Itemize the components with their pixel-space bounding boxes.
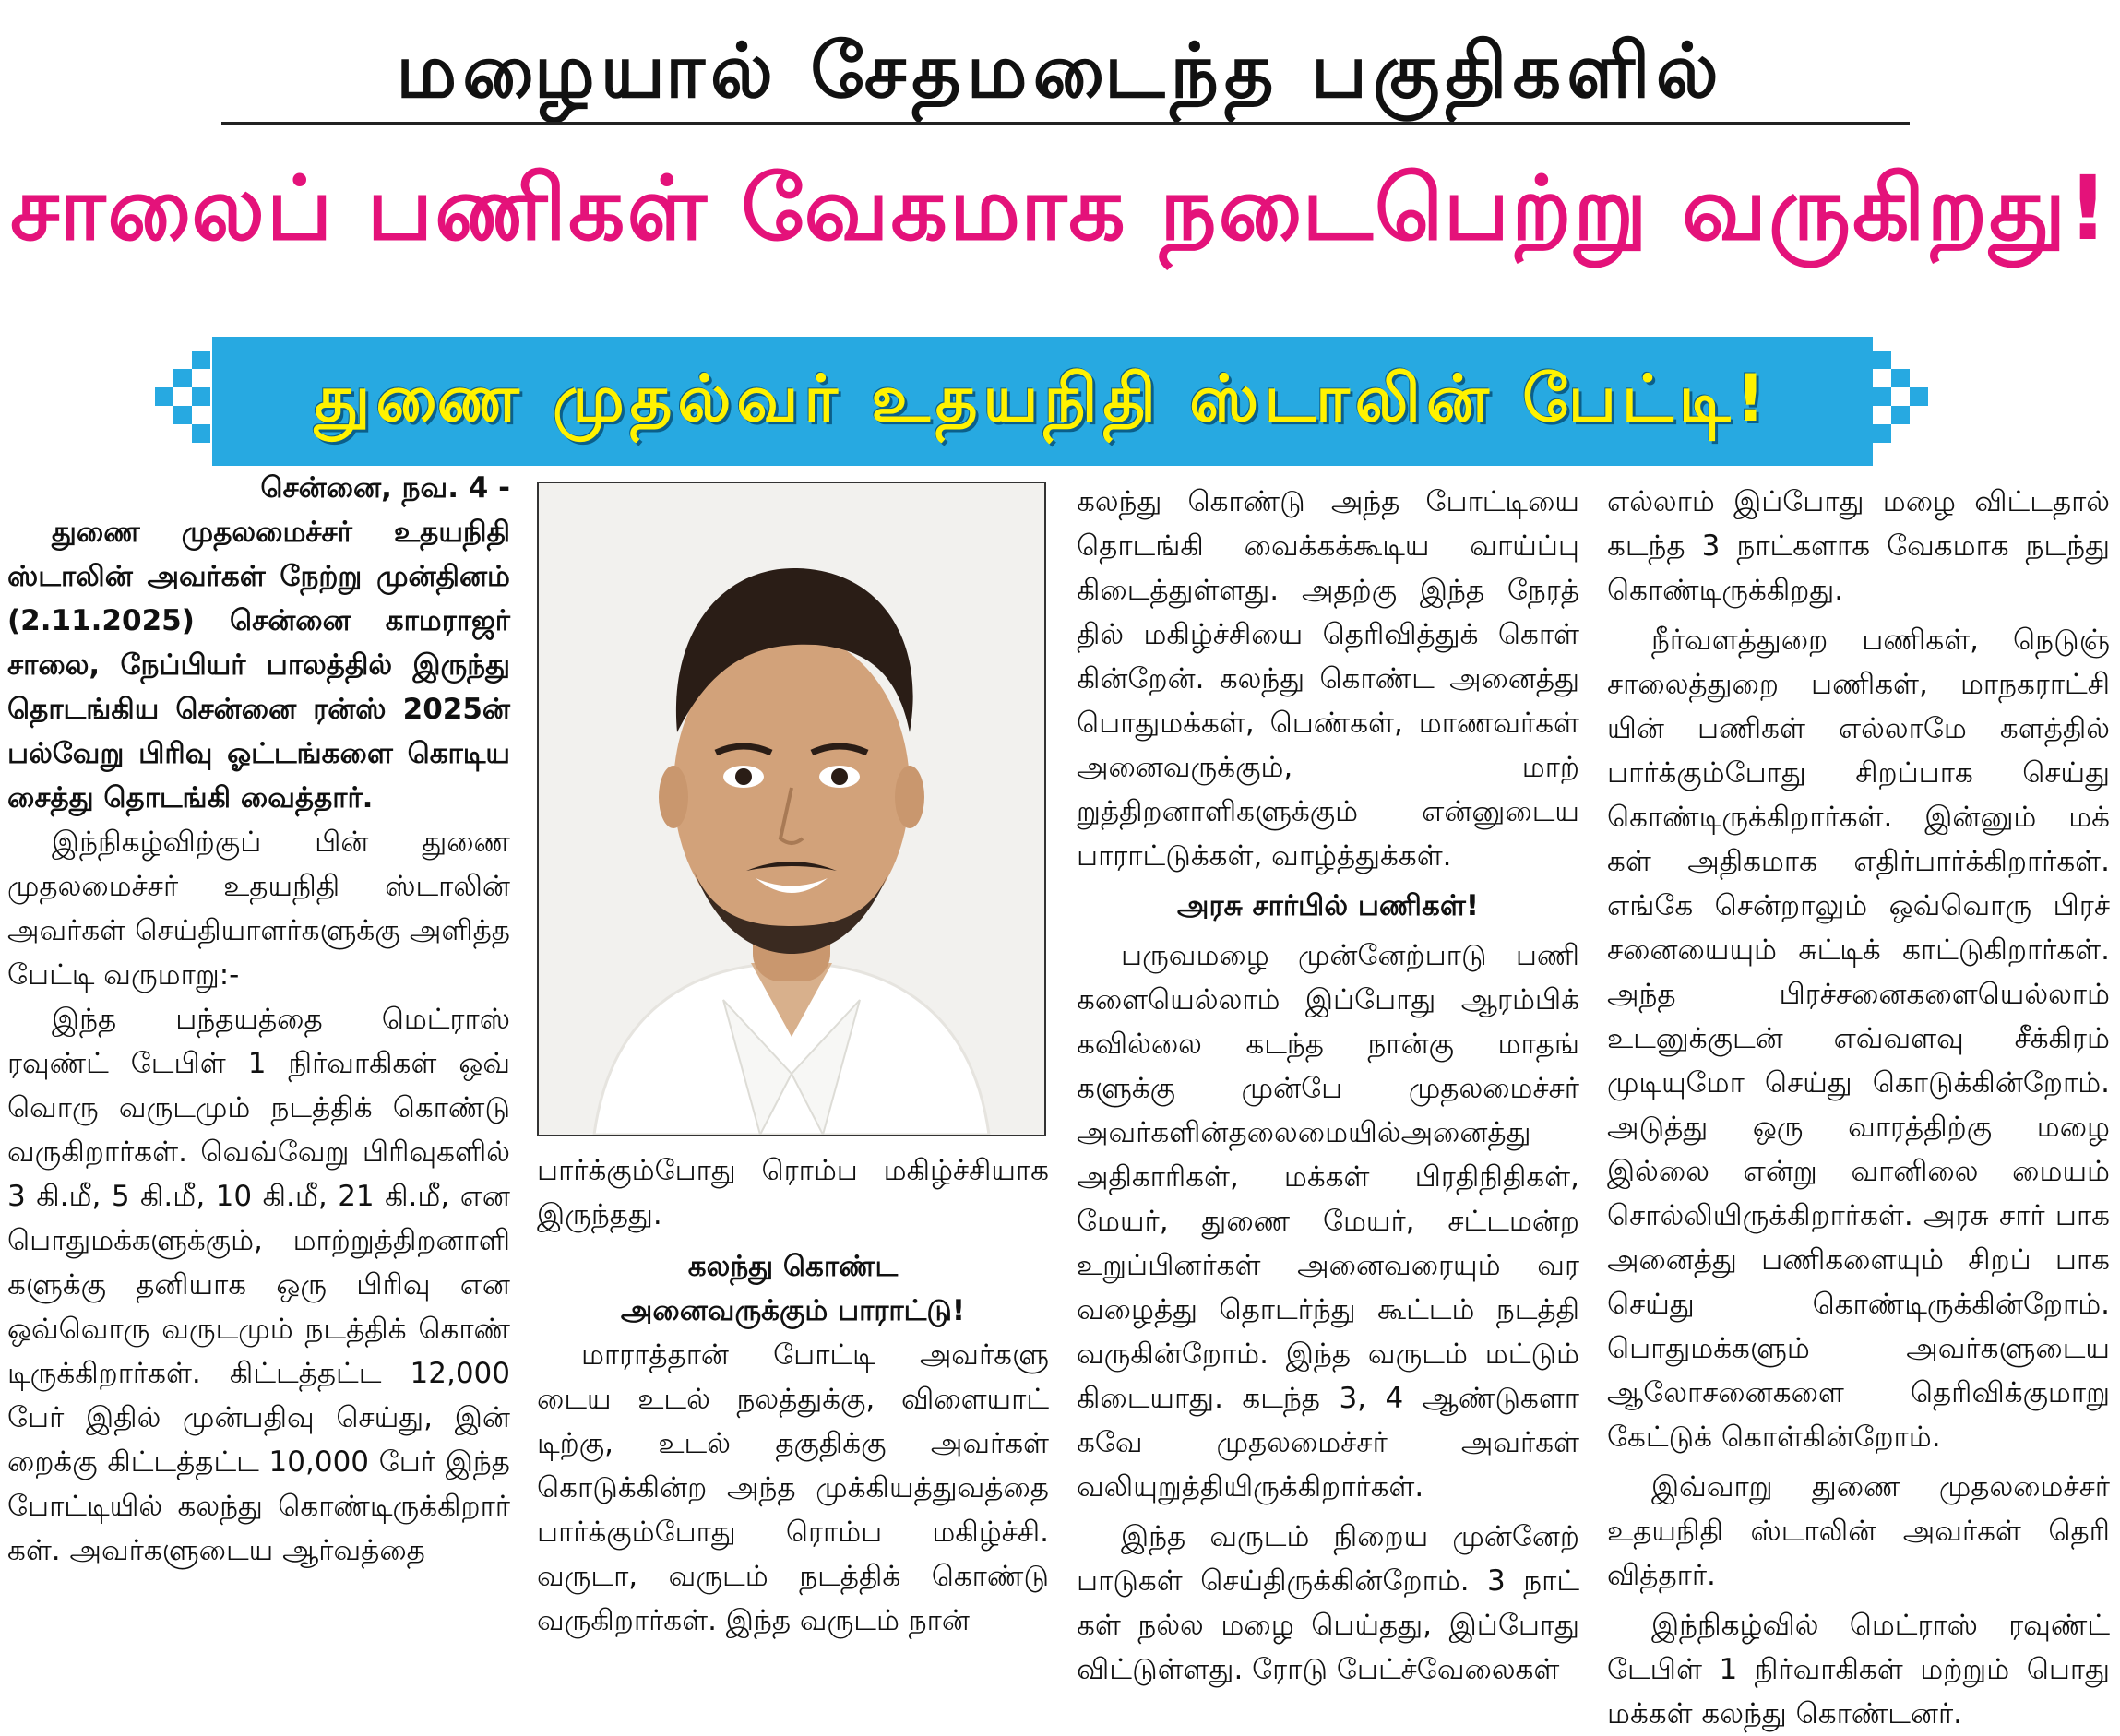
paragraph: இந்த வருடம் நிறைய முன்னேற் பாடுகள் செய்திருக்கின்றோம். 3 நாட் கள் நல்ல மழை பெய்தது, இப்போது விட்டுள்ளது. ரோடு பேட்ச்வேலைகள் [1077, 1520, 1579, 1686]
paragraph: நீர்வளத்துறை பணிகள், நெடுஞ் சாலைத்துறை பணிகள், மாநகராட்சி யின் பணிகள் எல்லாமே களத்தில் பார்க்கும்போது சிறப்பாக செய்து கொண்டிருக்கிறார்கள். இன்னும் மக் கள் அதிகமாக எதிர்பார்க்கிறார்கள். எங்கே சென்றாலும் ஒவ்வொரு பிரச் சனையையும் சுட்டிக் காட்டுகிறார்கள். அந்த பிரச்சனைகளையெல்லாம் உடனுக்குடன் எவ்வளவு சீக்கிரம் முடியுமோ செய்து கொடுக்கின்றோம். அடுத்து ஒரு வாரத்திற்கு மழை இல்லை என்று வானிலை மையம் சொல்லியிருக்கிறார்கள். அரசு சார் பாக அனைத்து பணிகளையும் சிறப் பாக செய்து கொண்டிருக்கின்றோம். பொதுமக்களும் அவர்களுடைய ஆலோசனைகளை தெரிவிக்குமாறு கேட்டுக் கொள்கின்றோம். [1607, 624, 2110, 1454]
banner [212, 337, 1873, 466]
subheading: அனைவருக்கும் பாராட்டு! [620, 1294, 966, 1327]
article-column-4 [1607, 480, 2110, 1736]
paragraph: இந்நிகழ்வில் மெட்ராஸ் ரவுண்ட் டேபிள் 1 நிர்வாகிகள் மற்றும் பொது மக்கள் கலந்து கொண்டனர். [1607, 1609, 2110, 1730]
lead-paragraph: துணை முதலமைச்சர் உதயநிதி ஸ்டாலின் அவர்கள் நேற்று முன்தினம் (2.11.2025) சென்னை காமராஜர் சாலை, நேப்பியர் பாலத்தில் இருந்து தொடங்கிய சென்னை ரன்ஸ் 2025ன் பல்வேறு பிரிவு ஓட்டங்களை கொடிய சைத்து தொடங்கி வைத்தார். [7, 516, 510, 814]
portrait-photo [539, 483, 1044, 1135]
paragraph: பருவமழை முன்னேற்பாடு பணி களையெல்லாம் இப்போது ஆரம்பிக் கவில்லை கடந்த நான்கு மாதங் களுக்கு முன்பே முதலமைச்சர் அவர்களின்தலைமையில்அனைத்து அதிகாரிகள், மக்கள் பிரதிநிதிகள், மேயர், துணை மேயர், சட்டமன்ற உறுப்பினர்கள் அனைவரையும் வர வழைத்து தொடர்ந்து கூட்டம் நடத்தி வருகின்றோம். இந்த வருடம் மட்டும் கிடையாது. கடந்த 3, 4 ஆண்டுகளா கவே முதலமைச்சர் அவர்கள் வலியுறுத்தியிருக்கிறார்கள். [1077, 939, 1579, 1504]
photo-frame [537, 482, 1046, 1136]
paragraph: மாராத்தான் போட்டி அவர்களு டைய உடல் நலத்துக்கு, விளையாட் டிற்கு, உடல் தகுதிக்கு அவர்கள் கொடுக்கின்ற அந்த முக்கியத்துவத்தை பார்க்கும்போது ரொம்ப மகிழ்ச்சி. வருடா, வருடம் நடத்திக் கொண்டு வருகிறார்கள். இந்த வருடம் நான் [537, 1338, 1049, 1637]
dateline: சென்னை, நவ. 4 - [260, 471, 510, 505]
paragraph: இவ்வாறு துணை முதலமைச்சர் உதயநிதி ஸ்டாலின் அவர்கள் தெரி வித்தார். [1607, 1470, 2110, 1592]
subheading: கலந்து கொண்ட [687, 1250, 899, 1283]
paragraph: எல்லாம் இப்போது மழை விட்டதால் கடந்த 3 நாட்களாக வேகமாக நடந்து கொண்டிருக்கிறது. [1607, 485, 2110, 607]
subheading: அரசு சார்பில் பணிகள்! [1177, 889, 1479, 922]
paragraph: இந்நிகழ்விற்குப் பின் துணை முதலமைச்சர் உதயநிதி ஸ்டாலின் அவர்கள் செய்தியாளர்களுக்கு அளித்த பேட்டி வருமாறு:- [7, 826, 510, 992]
headline-main: சாலைப் பணிகள் வேகமாக நடைபெற்று வருகிறது! [10, 157, 2110, 260]
banner-text: துணை முதல்வர் உதயநிதி ஸ்டாலின் பேட்டி! [314, 361, 1771, 436]
headline-top: மழையால் சேதமடைந்த பகுதிகளில் [396, 28, 1724, 115]
article-column-1 [7, 466, 510, 1573]
article-column-2 [537, 1148, 1049, 1643]
paragraph: கலந்து கொண்டு அந்த போட்டியை தொடங்கி வைக்கக்கூடிய வாய்ப்பு கிடைத்துள்ளது. அதற்கு இந்த நேரத் தில் மகிழ்ச்சியை தெரிவித்துக் கொள் கின்றேன். கலந்து கொண்ட அனைத்து பொதுமக்கள், பெண்கள், மாணவர்கள் அனைவருக்கும், மாற் றுத்திறனாளிகளுக்கும் என்னுடைய பாராட்டுக்கள், வாழ்த்துக்கள். [1077, 485, 1579, 873]
paragraph: இந்த பந்தயத்தை மெட்ராஸ் ரவுண்ட் டேபிள் 1 நிர்வாகிகள் ஒவ் வொரு வருடமும் நடத்திக் கொண்டு வருகிறார்கள். வெவ்வேறு பிரிவுகளில் 3 கி.மீ, 5 கி.மீ, 10 கி.மீ, 21 கி.மீ, என பொதுமக்களுக்கும், மாற்றுத்திறனாளி களுக்கு தனியாக ஒரு பிரிவு என ஒவ்வொரு வருடமும் நடத்திக் கொண் டிருக்கிறார்கள். கிட்டத்தட்ட 12,000 பேர் இதில் முன்பதிவு செய்து, இன் றைக்கு கிட்டத்தட்ட 10,000 பேர் இந்த போட்டியில் கலந்து கொண்டிருக்கிறார் கள். அவர்களுடைய ஆர்வத்தை [7, 1003, 510, 1567]
article-column-3 [1077, 480, 1579, 1692]
paragraph: பார்க்கும்போது ரொம்ப மகிழ்ச்சியாக இருந்தது. [537, 1154, 1049, 1231]
headline-rule [221, 122, 1910, 125]
